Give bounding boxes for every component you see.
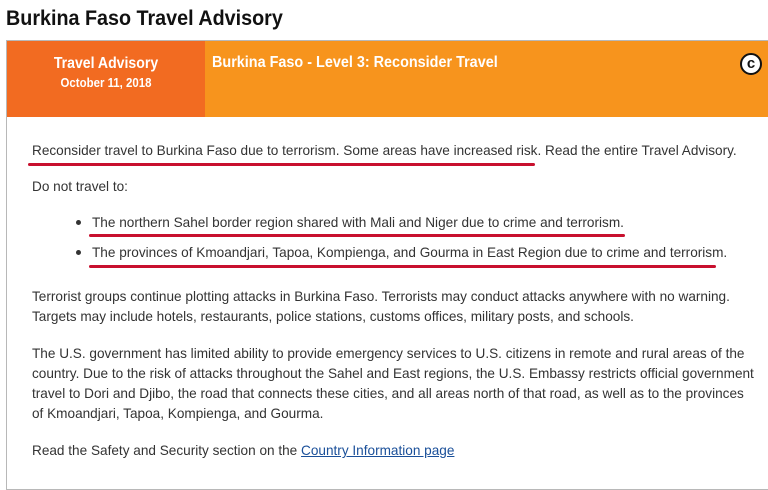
safety-text-prefix: Read the Safety and Security section on the — [32, 443, 302, 458]
government-text-line-3: travel to Dori and Djibo, the road that connects these cities, and all areas north of that road, as well as to the provinces — [32, 386, 744, 401]
summary-text: Reconsider travel to Burkina Faso due to terrorism. Some areas have increased risk. Read the entire Travel Advisory. — [32, 143, 737, 158]
list-item-text: The provinces of Kmoandjari, Tapoa, Kompienga, and Gourma in East Region due to crime and terrorism. — [92, 245, 728, 260]
highlight-underline — [28, 163, 535, 166]
safety-text — [32, 441, 454, 461]
do-not-travel-intro: Do not travel to: — [32, 179, 128, 194]
terrorism-text-line-1: Terrorist groups continue plotting attacks in Burkina Faso. Terrorists may conduct attacks anywhere with no warning. — [32, 289, 730, 304]
highlight-underline — [89, 265, 716, 268]
list-item-text: The northern Sahel border region shared with Mali and Niger due to crime and terrorism. — [92, 215, 624, 230]
bullet-icon — [76, 220, 81, 225]
government-text-line-2: country. Due to the risk of attacks throughout the Sahel and East regions, the U.S. Embassy restricts official government — [32, 366, 754, 381]
country-information-link[interactable]: Country Information page — [301, 443, 455, 458]
highlight-underline — [89, 234, 625, 237]
copyright-icon: c — [740, 53, 762, 75]
terrorism-text-line-2: Targets may include hotels, restaurants, police stations, customs offices, military posts, and schools. — [32, 309, 634, 324]
advisory-label: Travel Advisory — [53, 55, 159, 72]
advisory-level-heading: Burkina Faso - Level 3: Reconsider Travel — [212, 54, 498, 71]
bullet-icon — [76, 250, 81, 255]
government-text-line-4: of Kmoandjari, Tapoa, Kompienga, and Gourma. — [32, 406, 324, 421]
page-title: Burkina Faso Travel Advisory — [6, 7, 283, 30]
advisory-banner — [7, 41, 768, 117]
advisory-date: October 11, 2018 — [60, 75, 152, 90]
government-text-line-1: The U.S. government has limited ability to provide emergency services to U.S. citizens in remote and rural areas of the — [32, 346, 745, 361]
advisory-label-block — [7, 41, 205, 117]
